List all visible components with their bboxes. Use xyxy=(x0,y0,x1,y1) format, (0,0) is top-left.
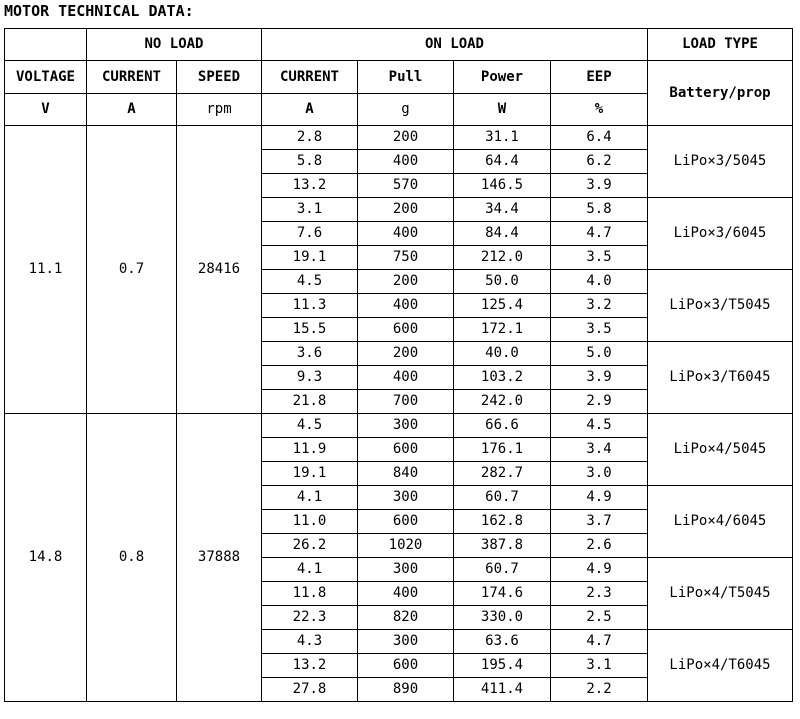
load-pull-cell: 200 xyxy=(358,198,454,222)
load-current-cell: 19.1 xyxy=(262,462,358,486)
load-power-cell: 60.7 xyxy=(454,486,551,510)
no-load-current-unit: A xyxy=(87,94,177,126)
load-pull-cell: 1020 xyxy=(358,534,454,558)
load-pull-cell: 400 xyxy=(358,582,454,606)
motor-data-table xyxy=(4,28,793,702)
load-power-cell: 174.6 xyxy=(454,582,551,606)
load-pull-cell: 400 xyxy=(358,222,454,246)
load-power-cell: 125.4 xyxy=(454,294,551,318)
load-power-cell: 387.8 xyxy=(454,534,551,558)
load-power-cell: 411.4 xyxy=(454,678,551,702)
load-eep-cell: 6.4 xyxy=(551,126,648,150)
load-current-cell: 9.3 xyxy=(262,366,358,390)
load-current-cell: 19.1 xyxy=(262,246,358,270)
load-current-cell: 3.6 xyxy=(262,342,358,366)
load-eep-cell: 4.5 xyxy=(551,414,648,438)
eep-header: EEP xyxy=(551,61,648,94)
power-header: Power xyxy=(454,61,551,94)
load-power-cell: 282.7 xyxy=(454,462,551,486)
load-type-cell: LiPo×4/6045 xyxy=(648,486,793,558)
load-power-cell: 31.1 xyxy=(454,126,551,150)
load-power-cell: 146.5 xyxy=(454,174,551,198)
load-pull-cell: 600 xyxy=(358,438,454,462)
load-pull-cell: 570 xyxy=(358,174,454,198)
load-power-cell: 176.1 xyxy=(454,438,551,462)
voltage-header: VOLTAGE xyxy=(5,61,87,94)
load-eep-cell: 3.4 xyxy=(551,438,648,462)
load-eep-cell: 4.9 xyxy=(551,486,648,510)
load-current-cell: 5.8 xyxy=(262,150,358,174)
load-current-cell: 27.8 xyxy=(262,678,358,702)
on-load-current-unit: A xyxy=(262,94,358,126)
load-pull-cell: 750 xyxy=(358,246,454,270)
load-power-cell: 103.2 xyxy=(454,366,551,390)
voltage-unit: V xyxy=(5,94,87,126)
load-power-cell: 195.4 xyxy=(454,654,551,678)
load-power-cell: 330.0 xyxy=(454,606,551,630)
page-title: MOTOR TECHNICAL DATA: xyxy=(4,2,194,20)
load-eep-cell: 3.9 xyxy=(551,366,648,390)
load-pull-cell: 300 xyxy=(358,414,454,438)
load-pull-cell: 300 xyxy=(358,558,454,582)
load-eep-cell: 5.0 xyxy=(551,342,648,366)
load-eep-cell: 2.5 xyxy=(551,606,648,630)
load-type-cell: LiPo×4/T5045 xyxy=(648,558,793,630)
load-current-cell: 4.5 xyxy=(262,270,358,294)
table-row xyxy=(5,414,793,438)
load-current-cell: 4.3 xyxy=(262,630,358,654)
load-pull-cell: 600 xyxy=(358,318,454,342)
load-current-cell: 2.8 xyxy=(262,126,358,150)
load-current-cell: 26.2 xyxy=(262,534,358,558)
pull-unit: g xyxy=(358,94,454,126)
table-body xyxy=(5,126,793,702)
group-speed-cell: 37888 xyxy=(177,414,262,702)
load-type-cell: LiPo×4/5045 xyxy=(648,414,793,486)
load-power-cell: 34.4 xyxy=(454,198,551,222)
battery-prop-header: Battery/prop xyxy=(648,61,793,126)
load-pull-cell: 300 xyxy=(358,486,454,510)
load-pull-cell: 200 xyxy=(358,342,454,366)
load-current-cell: 3.1 xyxy=(262,198,358,222)
load-eep-cell: 3.7 xyxy=(551,510,648,534)
load-eep-cell: 3.1 xyxy=(551,654,648,678)
load-power-cell: 66.6 xyxy=(454,414,551,438)
group-speed-cell: 28416 xyxy=(177,126,262,414)
load-current-cell: 11.0 xyxy=(262,510,358,534)
load-pull-cell: 300 xyxy=(358,630,454,654)
load-pull-cell: 200 xyxy=(358,126,454,150)
group-current-cell: 0.7 xyxy=(87,126,177,414)
load-eep-cell: 3.0 xyxy=(551,462,648,486)
load-eep-cell: 2.2 xyxy=(551,678,648,702)
load-pull-cell: 890 xyxy=(358,678,454,702)
speed-unit: rpm xyxy=(177,94,262,126)
no-load-header: NO LOAD xyxy=(87,29,262,61)
group-voltage-cell: 14.8 xyxy=(5,414,87,702)
load-current-cell: 13.2 xyxy=(262,174,358,198)
table-row xyxy=(5,126,793,150)
load-eep-cell: 3.5 xyxy=(551,318,648,342)
eep-unit: % xyxy=(551,94,648,126)
load-power-cell: 162.8 xyxy=(454,510,551,534)
load-power-cell: 212.0 xyxy=(454,246,551,270)
load-current-cell: 15.5 xyxy=(262,318,358,342)
load-current-cell: 13.2 xyxy=(262,654,358,678)
load-eep-cell: 4.0 xyxy=(551,270,648,294)
load-current-cell: 11.3 xyxy=(262,294,358,318)
corner-cell xyxy=(5,29,87,61)
load-current-cell: 4.5 xyxy=(262,414,358,438)
load-type-cell: LiPo×3/T5045 xyxy=(648,270,793,342)
load-current-cell: 21.8 xyxy=(262,390,358,414)
load-pull-cell: 600 xyxy=(358,654,454,678)
pull-header: Pull xyxy=(358,61,454,94)
load-power-cell: 84.4 xyxy=(454,222,551,246)
load-eep-cell: 3.2 xyxy=(551,294,648,318)
on-load-header: ON LOAD xyxy=(262,29,648,61)
load-eep-cell: 5.8 xyxy=(551,198,648,222)
load-pull-cell: 400 xyxy=(358,366,454,390)
group-current-cell: 0.8 xyxy=(87,414,177,702)
load-eep-cell: 6.2 xyxy=(551,150,648,174)
load-pull-cell: 400 xyxy=(358,150,454,174)
load-pull-cell: 600 xyxy=(358,510,454,534)
load-pull-cell: 700 xyxy=(358,390,454,414)
load-current-cell: 11.8 xyxy=(262,582,358,606)
load-power-cell: 50.0 xyxy=(454,270,551,294)
load-current-cell: 4.1 xyxy=(262,486,358,510)
power-unit: W xyxy=(454,94,551,126)
load-type-cell: LiPo×3/6045 xyxy=(648,198,793,270)
speed-header: SPEED xyxy=(177,61,262,94)
on-load-current-header: CURRENT xyxy=(262,61,358,94)
load-current-cell: 4.1 xyxy=(262,558,358,582)
load-power-cell: 63.6 xyxy=(454,630,551,654)
no-load-current-header: CURRENT xyxy=(87,61,177,94)
load-eep-cell: 4.7 xyxy=(551,222,648,246)
load-eep-cell: 4.7 xyxy=(551,630,648,654)
load-type-header: LOAD TYPE xyxy=(648,29,793,61)
load-eep-cell: 3.5 xyxy=(551,246,648,270)
load-eep-cell: 3.9 xyxy=(551,174,648,198)
load-power-cell: 172.1 xyxy=(454,318,551,342)
load-current-cell: 22.3 xyxy=(262,606,358,630)
load-pull-cell: 840 xyxy=(358,462,454,486)
load-eep-cell: 2.6 xyxy=(551,534,648,558)
load-current-cell: 11.9 xyxy=(262,438,358,462)
load-eep-cell: 2.9 xyxy=(551,390,648,414)
load-pull-cell: 820 xyxy=(358,606,454,630)
load-power-cell: 242.0 xyxy=(454,390,551,414)
group-voltage-cell: 11.1 xyxy=(5,126,87,414)
load-power-cell: 40.0 xyxy=(454,342,551,366)
load-eep-cell: 4.9 xyxy=(551,558,648,582)
load-pull-cell: 200 xyxy=(358,270,454,294)
load-current-cell: 7.6 xyxy=(262,222,358,246)
load-pull-cell: 400 xyxy=(358,294,454,318)
load-type-cell: LiPo×3/5045 xyxy=(648,126,793,198)
load-power-cell: 64.4 xyxy=(454,150,551,174)
load-type-cell: LiPo×4/T6045 xyxy=(648,630,793,702)
load-power-cell: 60.7 xyxy=(454,558,551,582)
load-eep-cell: 2.3 xyxy=(551,582,648,606)
load-type-cell: LiPo×3/T6045 xyxy=(648,342,793,414)
